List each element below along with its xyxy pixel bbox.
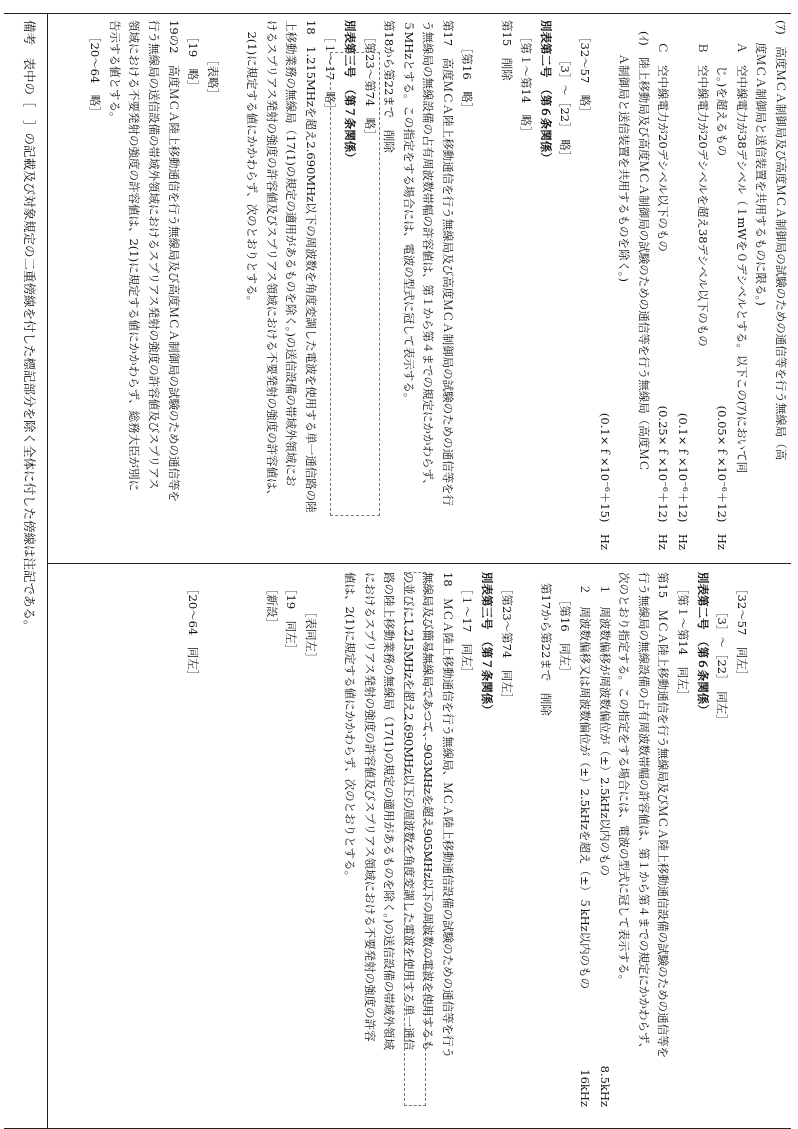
column-divider <box>47 563 791 564</box>
line-value: 16kHz <box>578 1069 593 1107</box>
left-text-line <box>183 20 203 550</box>
left-text-line <box>339 20 359 550</box>
right-text-line <box>359 572 379 1107</box>
line-text: 路の陸上移動業務の無線局（17(1)の規定の適用があるものを除く。)の送信設備の帯域外領域 <box>382 572 397 1050</box>
right-text-line <box>594 572 614 1107</box>
line-text: ［１～17 同左］ <box>460 583 475 679</box>
line-text: 18 ＭＣＡ陸上移動通信を行う無線局、ＭＣＡ陸上移動通信設備の試験のための通信等を行う <box>440 572 455 1059</box>
right-text-line <box>281 572 301 1107</box>
line-value: (0.1×ｆ×10⁻⁶＋12) Hz <box>676 412 691 550</box>
left-text-line <box>222 20 242 550</box>
line-text: ［20～64 同左］ <box>186 583 201 682</box>
line-text: ２ 周波数偏移又は周波数偏位が（±）2.5kHzを超え（±）５kHz以内のもの <box>578 572 593 990</box>
line-text: 次のとおり指定する。この指定をする場合には、電波の型式に冠して表示する。 <box>617 572 632 986</box>
left-text-line <box>281 20 301 550</box>
line-text: 領域における不要発射の強度の許容値は、2(1)に規定する値にかかわらず、総務大臣が別に <box>127 20 142 492</box>
left-text-line <box>457 20 477 550</box>
line-text: ［第23～第74 略］ <box>362 31 377 141</box>
left-text-line <box>594 20 614 550</box>
line-text: (ｱ) 高度ＭＣＡ制御局及び高度ＭＣＡ制御局の試験のための通信等を行う無線局（高 <box>774 20 788 461</box>
right-text-line <box>320 572 340 1107</box>
right-text-line <box>712 572 732 1107</box>
right-text-line <box>183 572 203 1107</box>
line-text: 第15 ＭＣＡ陸上移動通信を行う無線局及びＭＣＡ陸上移動通信設備の試験のための通信等を <box>656 572 671 1059</box>
line-text: 行う無線局の無線設備の占有周波数帯幅の許容値は、第１から第４までの規定にかかわらず、 <box>636 572 651 1055</box>
line-text: ［3］～［22］ 略］ <box>558 54 573 163</box>
line-text: ［表同左］ <box>303 606 318 664</box>
line-text: Ａ 空中線電力が38デシベル（１mWを０デシベルとする。以下この(ｱ)において同 <box>734 42 749 474</box>
line-text: ［１～17 略］ <box>323 31 338 115</box>
line-text: じ。)を超えるもの <box>715 54 730 157</box>
right-text-line <box>614 572 634 1107</box>
line-text: ５MHzとする。この指定をする場合には、電波の型式に冠して表示する。 <box>401 20 416 405</box>
right-text-line <box>731 572 751 1107</box>
right-text-line <box>770 572 790 1107</box>
line-text: (ｲ) 陸上移動局及び高度ＭＣＡ制御局の試験のための通信等を行う無線局（高度ＭＣ <box>636 31 651 472</box>
left-text-line <box>124 20 144 550</box>
line-text: ［32～57 同左］ <box>734 583 749 682</box>
left-text-line <box>379 20 399 550</box>
line-text: 別表第三号 （第７条関係） <box>480 572 495 716</box>
left-text-line <box>143 20 163 550</box>
left-text-line <box>437 20 457 550</box>
line-text: Ａ制御局と送信装置を共用するものを除く。) <box>617 42 632 283</box>
left-text-line <box>574 20 594 550</box>
line-text: ［第16 同左］ <box>558 594 573 678</box>
left-text-line <box>712 20 732 550</box>
line-text: ［第１～第14 略］ <box>519 31 534 138</box>
left-text-line <box>692 20 712 550</box>
right-text-line <box>398 572 418 1107</box>
line-value: (0.1×ｆ×10⁻⁶＋15) Hz <box>597 412 612 550</box>
left-text-line <box>477 20 497 550</box>
left-text-line <box>320 20 340 550</box>
left-text-line <box>398 20 418 550</box>
line-text: 行う無線局の送信設備の帯域外領域におけるスプリアス発射の強度の許容値及びスプリアス <box>147 20 161 490</box>
line-text: ［20～64 略］ <box>88 31 103 118</box>
line-text: ［32～57 略］ <box>578 31 593 118</box>
line-text: う無線局の無線設備の占有周波数帯幅の許容値は、第１から第４までの規定にかかわらず、 <box>421 20 436 491</box>
line-text: 別表第二号 （第６条関係） <box>695 572 710 716</box>
line-text: ［第１～第14 同左］ <box>676 583 691 702</box>
line-text: Ｃ 空中線電力が20デシベル以下のもの <box>656 42 671 252</box>
right-text-line <box>516 572 536 1107</box>
left-text-line <box>731 20 751 550</box>
right-text-line <box>751 572 771 1107</box>
left-text-line <box>359 20 379 550</box>
right-text-line <box>457 572 477 1107</box>
line-text: 度ＭＣＡ制御局と送信装置を共用するものに限る。) <box>754 31 769 306</box>
right-text-line <box>672 572 692 1107</box>
left-text-line <box>261 20 281 550</box>
right-text-line <box>418 572 438 1107</box>
left-text-line <box>770 20 790 550</box>
left-text-line <box>535 20 555 550</box>
line-value: 8.5kHz <box>597 1065 612 1107</box>
right-text-line <box>379 572 399 1107</box>
line-text: ［19 同左］ <box>284 583 299 656</box>
right-text-line <box>555 572 575 1107</box>
line-text: ［表略］ <box>205 54 220 100</box>
line-text: 第15 削除 <box>499 20 514 81</box>
line-text: 別表第二号 （第６条関係） <box>538 20 553 164</box>
right-text-line <box>339 572 359 1107</box>
right-text-line <box>535 572 555 1107</box>
line-text: ［3］～［22］ 同左］ <box>715 606 730 726</box>
line-text: 別表第三号 （第７条関係） <box>342 20 357 164</box>
line-text: ［19 略］ <box>186 31 201 92</box>
right-text-line <box>437 572 457 1107</box>
left-text-line <box>496 20 516 550</box>
line-text: 第17から第22まで 削除 <box>538 583 553 716</box>
line-text: ［第16 略］ <box>460 42 475 115</box>
left-text-line <box>672 20 692 550</box>
current-text-column <box>183 572 790 1107</box>
line-text: １ 周波数偏移が周波数偏位が（±）2.5kHz以内のもの <box>597 572 612 876</box>
left-text-line <box>653 20 673 550</box>
right-text-line <box>202 572 222 1107</box>
line-text: の並びに1.215MHzを超え2.690MHz以下の周波数を角度変調した電波を使用する単一通信 <box>401 572 416 1051</box>
line-text: 告示する値とする。 <box>107 20 122 124</box>
left-text-line <box>633 20 653 550</box>
left-text-line <box>202 20 222 550</box>
left-text-line <box>300 20 320 550</box>
left-text-line <box>418 20 438 550</box>
line-text: 無線局及び簡易無線局であつて、903MHzを超え905MHz以下の周波数の電波を使用するも <box>421 572 436 1051</box>
right-text-line <box>300 572 320 1107</box>
right-text-line <box>261 572 281 1107</box>
left-text-line <box>614 20 634 550</box>
amended-text-column <box>85 20 790 550</box>
right-text-line <box>653 572 673 1107</box>
right-text-line <box>222 572 242 1107</box>
left-text-line <box>85 20 105 550</box>
right-text-line <box>496 572 516 1107</box>
left-text-line <box>104 20 124 550</box>
left-text-line <box>163 20 183 550</box>
line-text: Ｂ 空中線電力が20デシベルを超え38デシベル以下のもの <box>695 42 710 347</box>
line-text: 値は、2(1)に規定する値にかかわらず、次のとおりとする。 <box>342 572 357 883</box>
line-value: (0.05×ｆ×10⁻⁶＋12) Hz <box>715 405 730 550</box>
left-text-line <box>555 20 575 550</box>
line-text: 19の2 高度ＭＣＡ陸上移動通信を行う無線局及び高度ＭＣＡ制御局の試験のための通信等を <box>166 20 181 502</box>
left-text-line <box>516 20 536 550</box>
line-text: けるスプリアス発射の強度の許容値及びスプリアス領域における不要発射の強度の許容値は、 <box>264 20 279 502</box>
line-text: 上移動業務の無線局（17(1)の規定の適用があるものを除く。)の送信設備の帯域外領域にお <box>284 20 299 487</box>
left-text-line <box>751 20 771 550</box>
line-text: 第18から第22まで 削除 <box>382 20 397 153</box>
right-text-line <box>477 572 497 1107</box>
right-text-line <box>692 572 712 1107</box>
line-value: (0.25×ｆ×10⁻⁶＋12) Hz <box>656 405 671 550</box>
right-text-line <box>241 572 261 1107</box>
line-text: 第17 高度ＭＣＡ陸上移動通信を行う無線局及び高度ＭＣＡ制御局の試験のための通信等を行 <box>440 20 455 507</box>
remarks-note: 備考 表中の［ ］の記載及び対象規定の二重傍線を付した標記部分を除く全体に付した傍線は注記である。 <box>22 20 37 633</box>
line-text: 2(1)に規定する値にかかわらず、次のとおりとする。 <box>244 20 259 308</box>
right-text-line <box>574 572 594 1107</box>
right-text-line <box>633 572 653 1107</box>
line-text: 18 1.215MHzを超え2.690MHz以下の周波数を角度変調した電波を使用する単一通信路の陸 <box>303 20 318 513</box>
left-text-line <box>241 20 261 550</box>
line-text: ［第23～第74 同左］ <box>499 583 514 705</box>
note-divider <box>47 13 48 1129</box>
line-text: ［新設］ <box>264 583 279 629</box>
line-text: におけるスプリアス発射の強度の許容値及びスプリアス領域における不要発射の強度の許容 <box>362 572 377 1042</box>
